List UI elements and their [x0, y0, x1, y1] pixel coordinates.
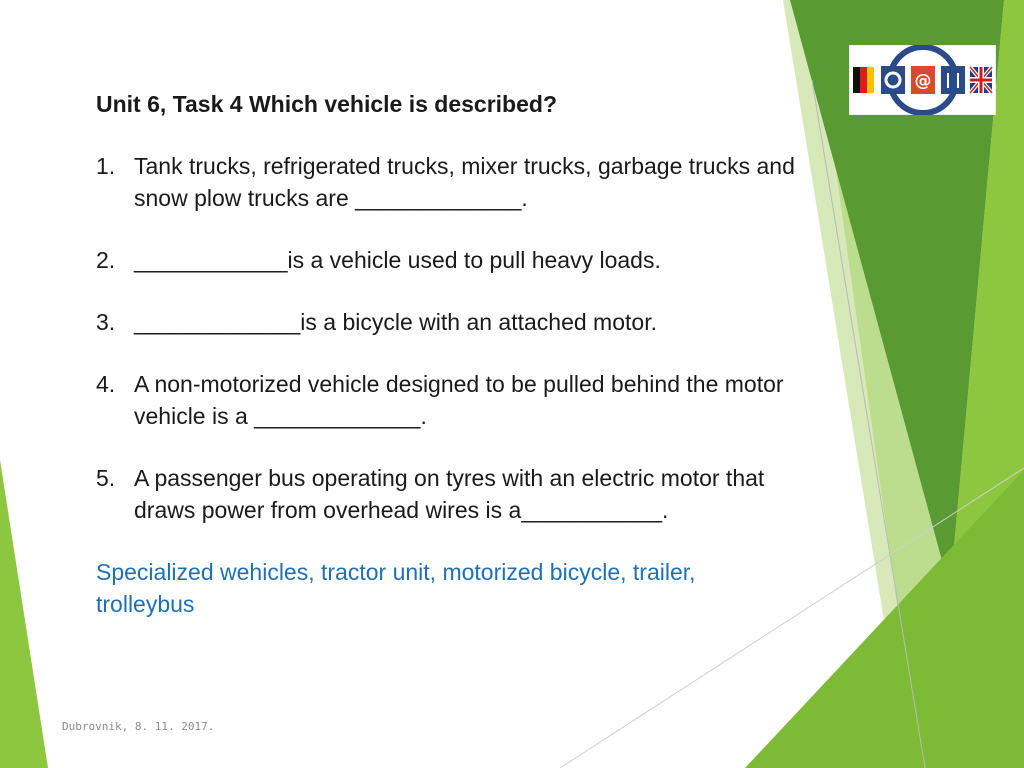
question-item	[96, 244, 796, 276]
gear-icon	[881, 66, 905, 94]
question-number: 1.	[96, 153, 116, 179]
question-number: 3.	[96, 309, 116, 335]
germany-flag-icon	[853, 67, 874, 93]
question-item	[96, 368, 796, 432]
question-number: 2.	[96, 247, 116, 273]
at-sign-icon	[911, 66, 935, 94]
question-text: A passenger bus operating on tyres with an electric motor that draws power from overhead wires is a___________.	[134, 465, 765, 523]
project-logo	[849, 45, 996, 115]
question-item	[96, 150, 796, 214]
question-text: A non-motorized vehicle designed to be pulled behind the motor vehicle is a _____________.	[134, 371, 784, 429]
slide-content	[96, 88, 796, 620]
question-text: ____________is a vehicle used to pull heavy loads.	[134, 247, 661, 273]
arrows-icon	[941, 66, 965, 94]
question-item	[96, 306, 796, 338]
question-text: Tank trucks, refrigerated trucks, mixer trucks, garbage trucks and snow plow trucks are _____________.	[134, 153, 795, 211]
uk-flag-icon	[970, 67, 992, 93]
answer-key: Specialized wehicles, tractor unit, motorized bicycle, trailer, trolleybus	[96, 559, 696, 617]
footer-date: Dubrovnik, 8. 11. 2017.	[62, 720, 215, 733]
question-text: _____________is a bicycle with an attached motor.	[134, 309, 657, 335]
slide-title: Unit 6, Task 4 Which vehicle is described?	[96, 91, 557, 117]
question-item	[96, 462, 796, 526]
question-number: 5.	[96, 465, 116, 491]
svg-text:@: @	[914, 71, 932, 91]
question-number: 4.	[96, 371, 116, 397]
left-green-triangle	[0, 460, 48, 768]
